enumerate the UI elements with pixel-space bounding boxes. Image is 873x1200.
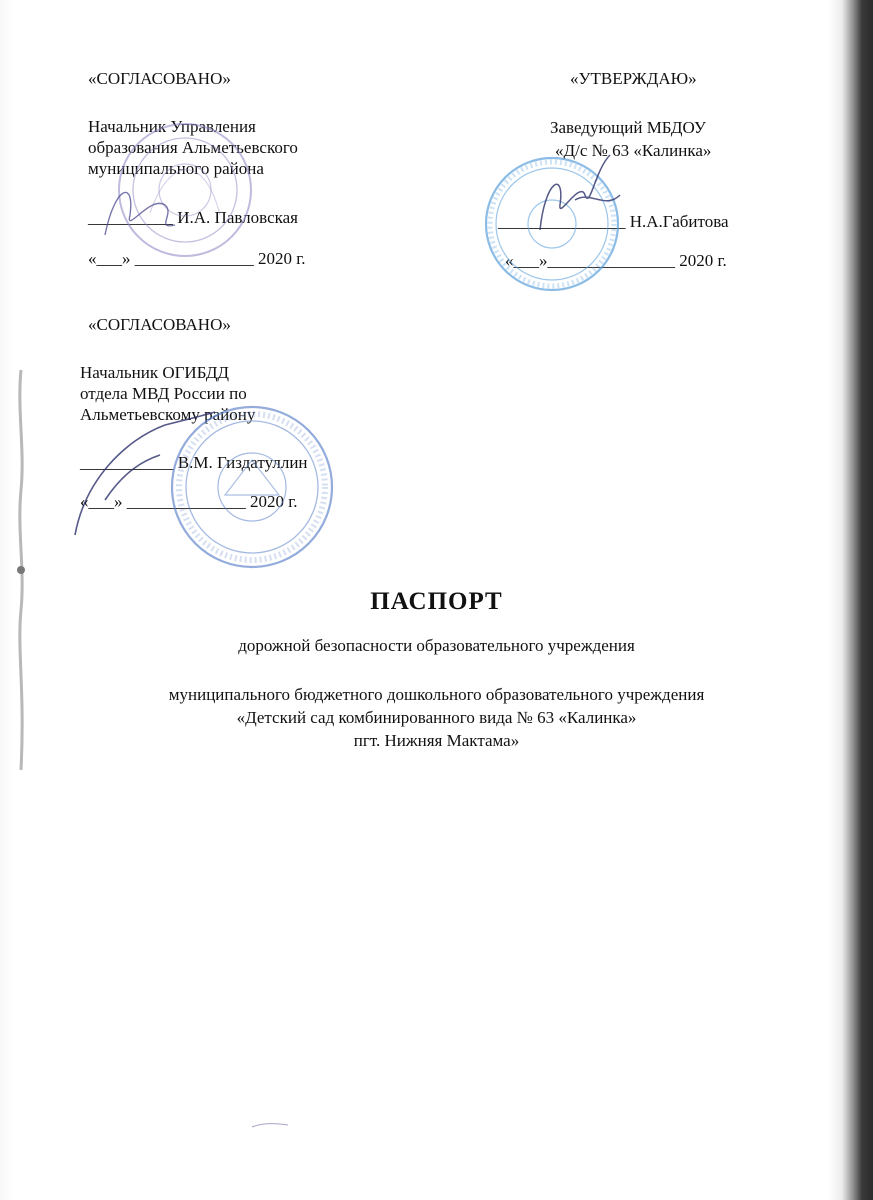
education-position-line3: муниципального района: [88, 159, 264, 178]
approval-heading-education: «СОГЛАСОВАНО»: [88, 69, 231, 88]
head-signature-line: _______________ Н.А.Габитова: [498, 212, 729, 231]
education-date-line: «___» ______________ 2020 г.: [88, 249, 306, 268]
head-position-line1: Заведующий МБДОУ: [550, 118, 706, 137]
approval-heading-traffic: «СОГЛАСОВАНО»: [88, 315, 231, 334]
document-subtitle: дорожной безопасности образовательного учреждения: [238, 636, 635, 655]
approval-heading-head: «УТВЕРЖДАЮ»: [570, 69, 697, 88]
education-signature-line: __________ И.А. Павловская: [88, 208, 299, 227]
document-title: ПАСПОРТ: [370, 588, 503, 615]
traffic-position-line3: Альметьевскому району: [80, 405, 256, 424]
traffic-signature-line: ___________ В.М. Гиздатуллин: [80, 453, 308, 472]
organization-line3: пгт. Нижняя Мактама»: [353, 731, 520, 750]
head-date-line: «___»_______________ 2020 г.: [505, 251, 727, 270]
education-position-line1: Начальник Управления: [88, 117, 256, 136]
traffic-signature-scribble: [65, 410, 235, 540]
traffic-position-line1: Начальник ОГИБДД: [80, 363, 230, 382]
traffic-position-line2: отдела МВД России по: [80, 384, 247, 403]
traffic-police-seal-stamp: [165, 400, 340, 575]
head-position-line2: «Д/с № 63 «Калинка»: [555, 141, 712, 160]
education-position-line2: образования Альметьевского: [88, 138, 298, 157]
scan-mark: [250, 1120, 290, 1130]
organization-line2: «Детский сад комбинированного вида № 63 «Калинка»: [236, 708, 637, 727]
organization-line1: муниципального бюджетного дошкольного образовательного учреждения: [168, 685, 705, 704]
traffic-date-line: «___» ______________ 2020 г.: [80, 492, 298, 511]
